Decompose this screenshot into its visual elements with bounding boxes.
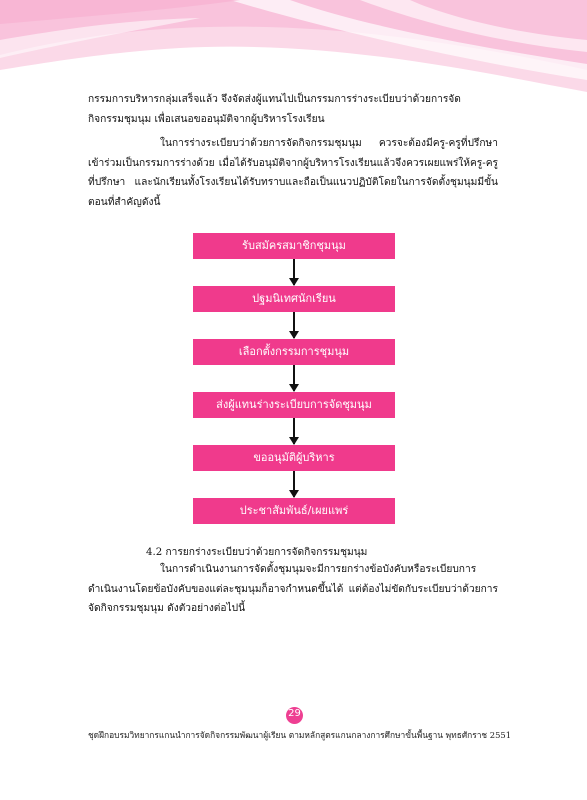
section-heading: 4.2 การยกร่างระเบียบว่าด้วยการจัดกิจกรรมชุมนุม bbox=[146, 547, 368, 558]
flow-arrow bbox=[293, 418, 295, 444]
flow-step-4: ส่งผู้แทนร่างระเบียบการจัดชุมนุม bbox=[193, 392, 395, 418]
flow-step-2: ปฐมนิเทศนักเรียน bbox=[193, 286, 395, 312]
paragraph-line: กิจกรรมชุมนุม เพื่อเสนอขออนุมัติจากผู้บริหารโรงเรียน bbox=[88, 113, 325, 125]
flow-step-6: ประชาสัมพันธ์/เผยแพร่ bbox=[193, 498, 395, 524]
paragraph-continued bbox=[88, 90, 498, 129]
flow-arrow bbox=[293, 259, 295, 285]
flow-arrow bbox=[293, 312, 295, 338]
header-decoration bbox=[0, 0, 587, 95]
page-number: 29 bbox=[288, 708, 301, 719]
footer-text: ชุดฝึกอบรมวิทยากรแกนนำการจัดกิจกรรมพัฒนาผู้เรียน ตามหลักสูตรแกนกลางการศึกษาขั้นพื้นฐาน พุทธศักราช 2551 bbox=[88, 730, 512, 740]
paragraph-regulations: ในการดำเนินงานการจัดตั้งชุมนุมจะมีการยกร่างข้อบังคับหรือระเบียบการดำเนินงานโดยข้อบังคับของแต่ละชุมนุมก็อาจกำหนดขึ้นได้ แต่ต้องไม่ขัดกับระเบียบว่าด้วยการจัดกิจกรรมชุมนุม ดังตัวอย่างต่อไปนี้ bbox=[88, 564, 498, 614]
flow-step-5: ขออนุมัติผู้บริหาร bbox=[193, 445, 395, 471]
flow-arrow bbox=[293, 365, 295, 391]
flow-step-1: รับสมัครสมาชิกชุมนุม bbox=[193, 233, 395, 259]
paragraph-intro-steps: ในการร่างระเบียบว่าด้วยการจัดกิจกรรมชุมนุม ควรจะต้องมีครู-ครูที่ปรึกษาเข้าร่วมเป็นกรรมการร่างด้วย เมื่อได้รับอนุมัติจากผู้บริหารโรงเรียนแล้วจึงควรเผยแพร่ให้ครู-ครูที่ปรึกษา และนักเรียนทั้งโรงเรียนได้รับทราบและถือเป็นแนวปฏิบัติโดยในการจัดตั้งชุมนุมมีขั้นตอนที่สำคัญดังนี้ bbox=[88, 138, 498, 208]
paragraph-line: กรรมการบริหารกลุ่มเสร็จแล้ว จึงจัดส่งผู้แทนไปเป็นกรรมการร่างระเบียบว่าด้วยการจัด bbox=[88, 94, 461, 105]
flow-arrow bbox=[293, 471, 295, 497]
flow-step-3: เลือกตั้งกรรมการชุมนุม bbox=[193, 339, 395, 365]
